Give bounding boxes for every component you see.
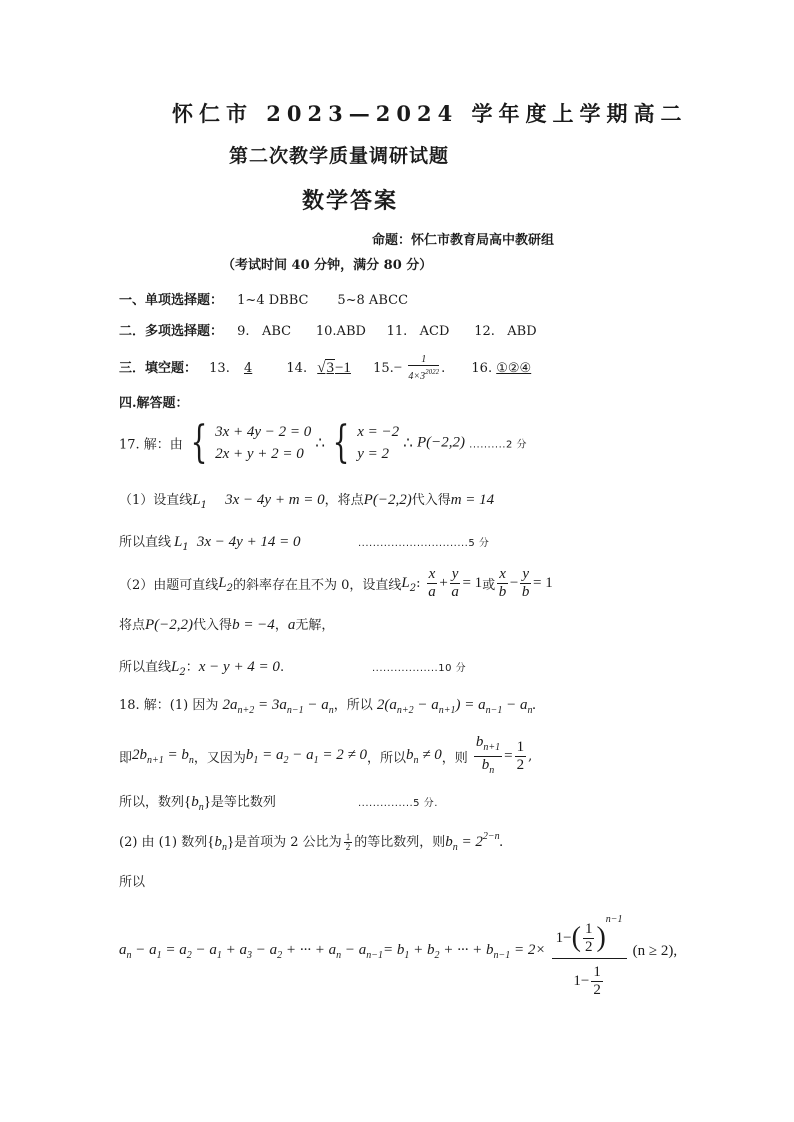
q17-point: P(−2,2): [416, 434, 466, 451]
q17-score1: ..........2 分: [469, 439, 527, 451]
frac-numerator: 1: [345, 832, 351, 842]
q17-part1-concl-a: 所以直线: [119, 535, 172, 550]
q16-answer: ①②④: [496, 361, 532, 376]
q17-sub-b: 代入得: [193, 618, 233, 633]
q18-line2: 即$2b_{n+1} = b_n$，又因为$b_1 = a_2 - a_1 = 2 \ne 0$，所以$b_n \ne 0$，则 $\frac{b_{n+1}}{b_n}$ = $\frac{1}{2}$ ,: [119, 734, 532, 779]
q18-ratio: $\frac{b_{n+1}}{b_n}$: [475, 734, 501, 776]
q18-text-so: ，所以: [333, 698, 373, 713]
q18-geometric-sum: [552, 900, 627, 1003]
q17-part2-substitution: [119, 614, 334, 634]
q17-system: [119, 417, 527, 468]
q18-half: [515, 739, 527, 774]
q17-lead: 17. 解：由: [119, 437, 183, 453]
title-line1: 怀仁市 2023—2024 学年度上学期高二: [172, 101, 688, 126]
q15-sign: −: [393, 360, 403, 376]
multi-choice-row: [119, 320, 537, 339]
solutions-label: 四.解答题：: [119, 396, 189, 411]
q14-radicand: 3: [326, 360, 334, 376]
frac-numerator: y: [451, 566, 459, 582]
q17-part1-conclusion: [119, 531, 301, 553]
q18-sum-expression: [119, 900, 677, 1003]
q18-seq-bn: $\{b_n\}$: [184, 794, 211, 813]
q18-line3-a: 所以，数列: [119, 795, 185, 810]
period: .: [279, 660, 285, 675]
therefore-icon: ∴: [403, 435, 413, 452]
q13-answer: 4: [243, 361, 253, 376]
frac-denominator: 2: [516, 757, 525, 773]
q18-eq-b1: $b_1 = a_2 - a_1 = 2 \ne 0$: [245, 747, 368, 766]
q18-eq-bn: $b_n \ne 0$: [406, 747, 442, 766]
q18-part2-b: 是首项为 2 公比为: [234, 835, 342, 850]
line-l2-sub: 2: [409, 583, 417, 594]
single-choice-row: [119, 289, 408, 308]
q18-so: 所以: [119, 875, 146, 890]
q14-number: 14.: [286, 361, 308, 376]
exam-info: （考试时间 40 分钟，满分 80 分）: [222, 258, 433, 273]
q17-solution: [357, 421, 399, 465]
brace-left-icon: {: [332, 417, 350, 468]
frac-numerator: 1: [593, 964, 601, 981]
q17-part2-concl-a: 所以直线: [119, 660, 172, 675]
frac-numerator: x: [499, 566, 506, 582]
q17-part1-concl-eq: 3x − 4y + 14 = 0: [196, 534, 301, 550]
q18-telescoping: $a_n - a_1 = a_2 - a_1 + a_3 - a_2$ + ··· + $a_n - a_{n-1}= b_1 + b_2$ + ··· + $b_{n-1} = 2\times$: [119, 942, 546, 961]
q17-sub-c: ，: [274, 618, 288, 633]
q17-part1-text-a: （1）设直线: [119, 493, 193, 508]
frac-denominator: 2: [345, 842, 351, 852]
therefore-icon: ∴: [315, 435, 325, 452]
line-l2: L: [218, 575, 227, 591]
q18-part2-a: (2) 由 (1) 数列: [119, 835, 208, 850]
line-l2: L: [171, 659, 180, 675]
q18-line3: [119, 791, 276, 813]
frac-numerator: y: [522, 566, 530, 582]
frac-y-over-b: [520, 566, 531, 601]
title-line2: 第二次教学质量调研试题: [229, 145, 450, 167]
q17-part1: [119, 489, 494, 511]
q17-sub-a: 将点: [119, 618, 146, 633]
line-l2: L: [401, 575, 410, 591]
minus-sign: −: [509, 575, 519, 591]
multi-choice-label: 二．多项选择题：: [119, 324, 224, 339]
frac-x-over-a: [427, 566, 438, 601]
frac-numerator: 1: [584, 921, 593, 938]
eq-one: = 1: [462, 575, 483, 591]
q15-numerator: 1: [408, 354, 439, 366]
q17-part2-conclusion: 所以直线$L_2$：x − y + 4 = 0.: [119, 659, 285, 678]
frac-denominator: b: [498, 584, 507, 600]
q17-sub-e: 无解，: [295, 618, 335, 633]
title-line3: 数学答案: [302, 188, 399, 214]
q18-eq-b: $2b_{n+1} = b_n$: [132, 747, 194, 766]
eq-one: = 1: [533, 575, 553, 591]
line-l1: L: [174, 534, 183, 550]
q18-part2-res: $b_n = 2^{2-n}$.: [445, 831, 504, 853]
q17-part1-text-b: ，将点: [324, 493, 364, 508]
q17-eq1: 3x + 4y − 2 = 0: [215, 424, 312, 440]
q17-part1-eq: 3x − 4y + m = 0: [225, 492, 325, 508]
q17-equations: [215, 421, 311, 465]
frac-numerator: x: [428, 566, 436, 582]
frac-denominator: 2: [584, 939, 593, 956]
single-choice-answers: 1~4 DBBC 5~8 ABCC: [237, 293, 409, 308]
or-text: 或: [482, 578, 496, 593]
q15-fraction: [408, 354, 439, 383]
q17-part1-result: m = 14: [450, 492, 495, 508]
q18-score1: ...............5 分.: [358, 798, 438, 809]
line-l1-sub: 1: [182, 542, 189, 553]
q17-score2: ..............................5 分: [358, 538, 490, 549]
q18-half-small: [344, 833, 353, 852]
q17-part2-text-a: （2）由题可直线: [119, 578, 219, 593]
q17-part2: （2）由题可直线$L_2$的斜率存在且不为 0，设直线$L_2$: $\frac{x}{a}$ + $\frac{y}{a}$ = 1或 $\frac{x}{b}$ − $\frac{y}{b}$ = 1: [119, 566, 553, 600]
q17-sub-point: P(−2,2): [145, 617, 194, 633]
fill-blank-row: [119, 354, 531, 383]
q17-score3: ..................10 分: [372, 663, 467, 674]
q17-eq2: 2x + y + 2 = 0: [215, 446, 304, 462]
author-line: 命题：怀仁市教育局高中教研组: [372, 233, 555, 248]
q18-line2-a: 即: [119, 751, 133, 766]
line-l2-sub: 2: [179, 667, 186, 678]
frac-denominator: a: [428, 584, 436, 600]
single-choice-label: 一、单项选择题：: [119, 293, 224, 308]
q18-line2-d: ，则: [441, 751, 468, 766]
frac-denominator: 2: [593, 982, 601, 999]
q17-sub-d: a: [287, 617, 296, 633]
q18-eq-given: $2a_{n+2} = 3a_{n-1} - a_n$: [222, 697, 334, 716]
q18-eq-derived: $2(a_{n+2} - a_{n+1}) = a_{n-1} - a_n$.: [376, 697, 537, 716]
q13-number: 13.: [209, 361, 230, 376]
q15-tail: .: [441, 361, 446, 376]
q18-line2-c: ，所以: [367, 751, 407, 766]
q18-line1: [119, 694, 536, 716]
line-l1: L: [192, 492, 201, 508]
q14-answer: √3−1: [317, 360, 351, 376]
q18-lead: 18. 解：(1) 因为: [119, 698, 219, 713]
frac-y-over-a: [450, 566, 461, 601]
q17-sol2: y = 2: [357, 446, 390, 462]
q14-tail: −1: [334, 360, 351, 376]
q15-denominator: 4×3: [408, 371, 426, 382]
frac-denominator: b: [521, 584, 530, 600]
q18-seq-bn: $\{b_n\}$: [207, 834, 235, 853]
q18-line2-b: ，又因为: [193, 751, 246, 766]
q18-geo-numerator: 1−( $\frac{1}{2}$ )$^{n-1}$: [552, 900, 627, 959]
plus-sign: +: [439, 575, 448, 591]
q17-sol1: x = −2: [357, 424, 400, 440]
frac-numerator: 1: [516, 739, 525, 755]
q15-denominator-wrap: [408, 366, 439, 383]
q15-number: 15.: [373, 361, 394, 376]
q17-part2-concl-eq: x − y + 4 = 0: [198, 659, 280, 675]
q18-part2: [119, 831, 503, 853]
q18-part2-c: 的等比数列，则: [354, 835, 446, 850]
line-l2-sub: 2: [226, 583, 233, 594]
q16-number: 16.: [471, 361, 493, 376]
line-l1-sub: 1: [200, 500, 207, 511]
brace-left-icon: {: [190, 417, 208, 468]
q17-part1-point: P(−2,2): [363, 492, 412, 508]
q17-part1-text-c: 代入得: [411, 493, 451, 508]
frac-denominator: a: [451, 584, 459, 600]
multi-choice-answers: 9. ABC 10.ABD 11. ACD 12. ABD: [237, 324, 537, 339]
frac-x-over-b: [497, 566, 508, 601]
q18-geo-denominator: 1− $\frac{1}{2}$: [573, 964, 601, 999]
q17-sub-res: b = −4: [232, 617, 275, 633]
q18-condition: (n ≥ 2),: [632, 943, 678, 959]
q18-line3-b: 是等比数列: [210, 795, 276, 810]
q17-part2-text-b: 的斜率存在且不为 0，设直线: [233, 578, 402, 593]
q15-exponent: 2022: [425, 368, 440, 376]
fill-blank-label: 三．填空题：: [119, 361, 198, 376]
